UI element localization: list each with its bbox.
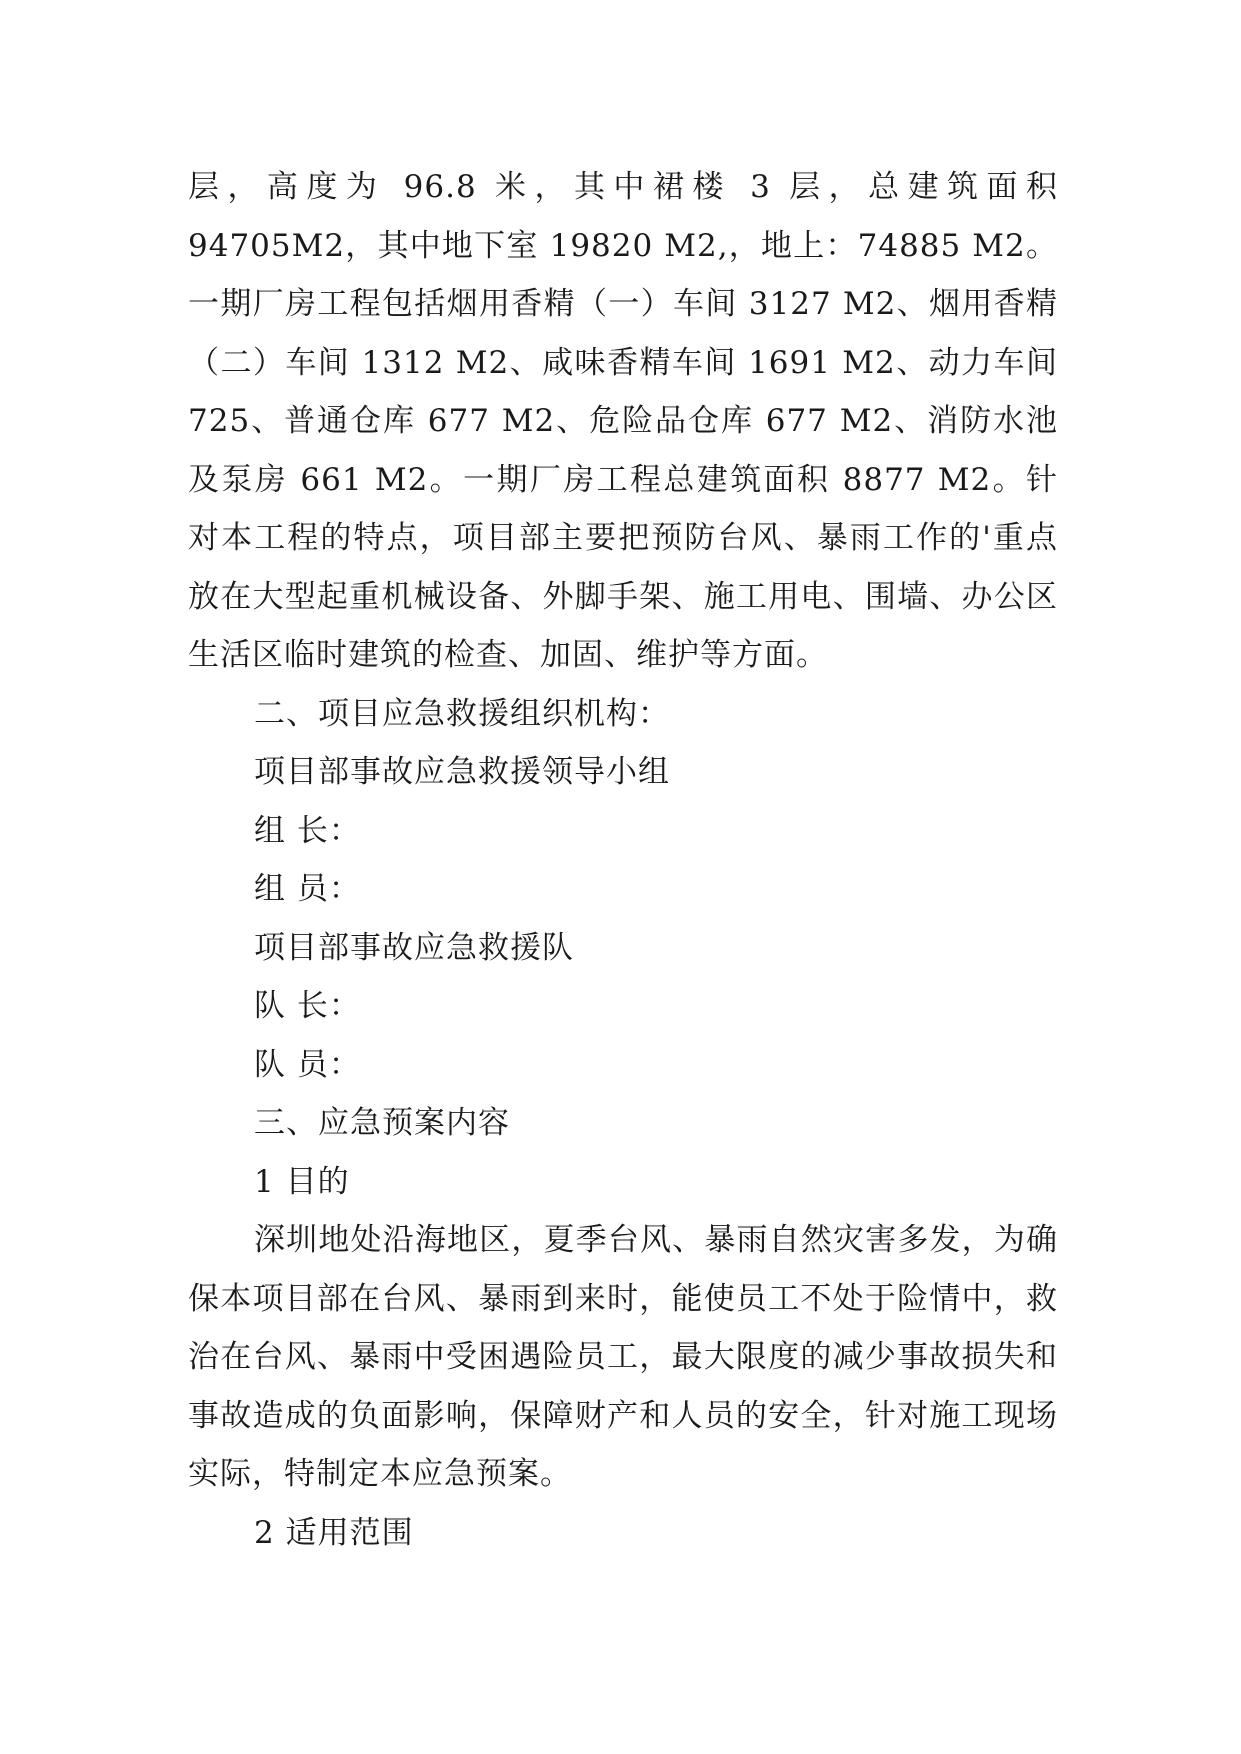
paragraph-project-overview: 层，高度为 96.8 米，其中裙楼 3 层，总建筑面积 94705M2，其中地下室 19820 M2,，地上：74885 M2。一期厂房工程包括烟用香精（一）车间 3127 M2、烟用香精（二）车间 1312 M2、咸味香精车间 1691 M2、动力车间 725、普通仓库 677 M2、危险品仓库 677 M2、消防水池及泵房 661 M2。一期厂房工程总建筑面积 8877 M2。针对本工程的特点，项目部主要把预防台风、暴雨工作的'重点放在大型起重机械设备、外脚手架、施工用电、围墙、办公区生活区临时建筑的检查、加固、维护等方面。 xyxy=(188,169,1058,673)
subheading-leadership-group: 项目部事故应急救援领导小组 xyxy=(254,754,670,790)
field-team-members: 队 员： xyxy=(254,1046,361,1083)
field-team-leader: 队 长： xyxy=(254,988,361,1024)
field-group-leader: 组 长： xyxy=(254,812,361,849)
field-group-members: 组 员： xyxy=(254,871,361,907)
document-body xyxy=(188,158,1058,1562)
subheading-purpose: 1 目的 xyxy=(254,1163,350,1200)
section-heading-organization: 二、项目应急救援组织机构： xyxy=(254,695,670,732)
subheading-scope: 2 适用范围 xyxy=(254,1514,414,1551)
section-heading-plan-content: 三、应急预案内容 xyxy=(254,1105,510,1141)
paragraph-purpose: 深圳地处沿海地区，夏季台风、暴雨自然灾害多发，为确保本项目部在台风、暴雨到来时，能使员工不处于险情中，救治在台风、暴雨中受困遇险员工，最大限度的减少事故损失和事故造成的负面影响，保障财产和人员的安全，针对施工现场实际，特制定本应急预案。 xyxy=(188,1222,1058,1492)
subheading-rescue-team: 项目部事故应急救援队 xyxy=(254,929,574,966)
